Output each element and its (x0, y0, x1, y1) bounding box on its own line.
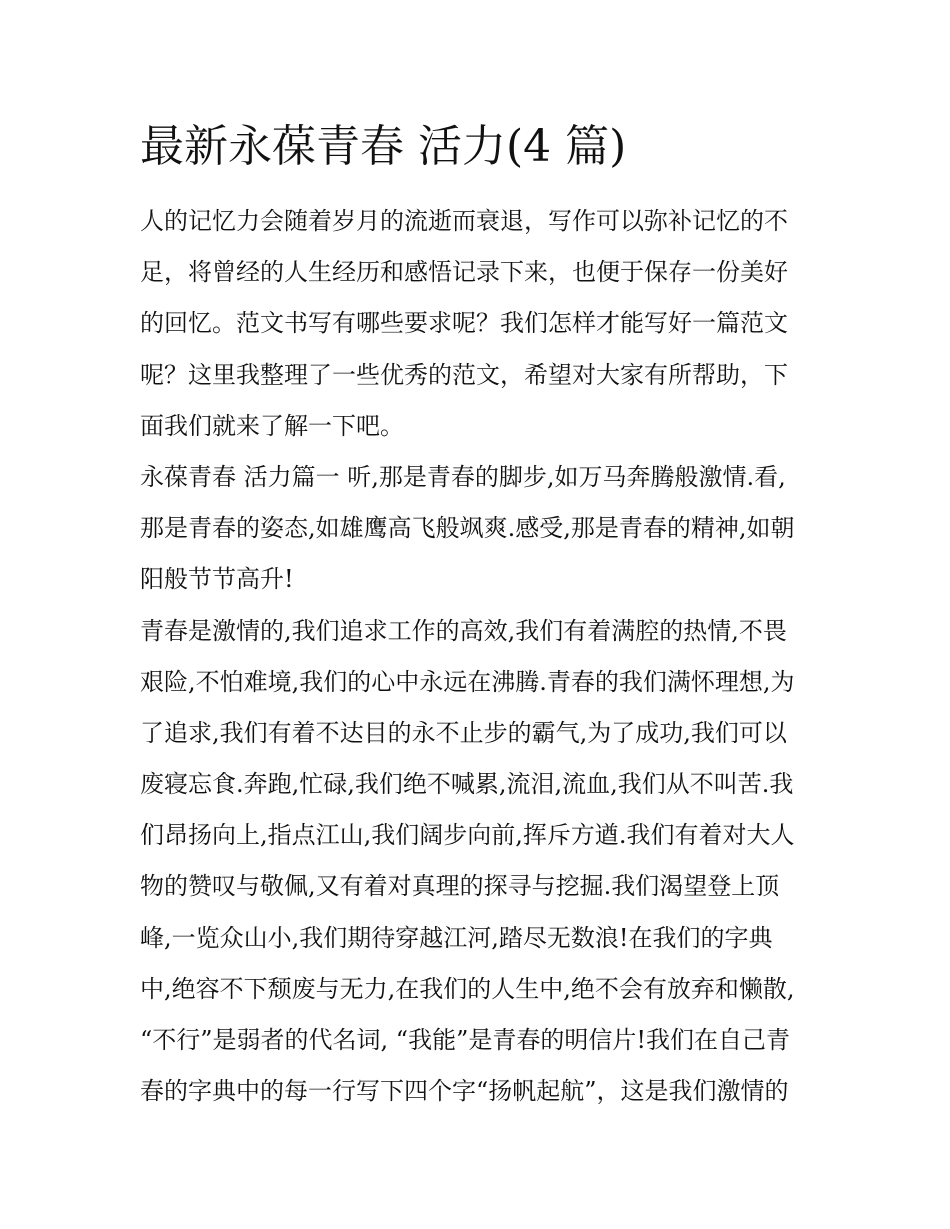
document-body (140, 196, 812, 1117)
text-line: 青春是激情的,我们追求工作的高效,我们有着满腔的热情,不畏 (140, 616, 787, 645)
text-line: “不行”是弱者的代名词, “我能”是青春的明信片!我们在自己青 (140, 1026, 790, 1054)
text-line: 艰险,不怕难境,我们的心中永远在沸腾.青春的我们满怀理想,为 (140, 667, 795, 696)
text-line: 了追求,我们有着不达目的永不止步的霸气,为了成功,我们可以 (140, 718, 787, 747)
text-line: 面我们就来了解一下吧。 (140, 411, 404, 440)
text-line: 永葆青春 活力篇一 听,那是青春的脚步,如万马奔腾般激情.看, (140, 462, 786, 491)
text-line: 春的字典中的每一行写下四个字“扬帆起航”，这是我们激情的 (140, 1077, 789, 1106)
text-line: 那是青春的姿态,如雄鹰高飞般飒爽.感受,那是青春的精神,如朝 (140, 514, 795, 543)
text-line: 人的记忆力会随着岁月的流逝而衰退，写作可以弥补记忆的不 (140, 207, 788, 235)
text-line: 中,绝容不下颓废与无力,在我们的人生中,绝不会有放弃和懒散, (140, 974, 795, 1003)
intro-paragraph (140, 196, 812, 452)
text-line: 阳般节节高升! (140, 565, 294, 594)
body-paragraph (140, 606, 812, 1118)
text-line: 呢？这里我整理了一些优秀的范文，希望对大家有所帮助，下 (140, 360, 788, 389)
section-one-paragraph (140, 452, 812, 606)
text-line: 废寝忘食.奔跑,忙碌,我们绝不喊累,流泪,流血,我们从不叫苦.我 (140, 770, 794, 799)
text-line: 足，将曾经的人生经历和感悟记录下来，也便于保存一份美好 (140, 258, 788, 287)
document-title: 最新永葆青春 活力(4 篇) (140, 121, 627, 172)
text-line: 峰,一览众山小,我们期待穿越江河,踏尽无数浪!在我们的字典 (140, 923, 773, 952)
text-line: 物的赞叹与敬佩,又有着对真理的探寻与挖掘.我们渴望登上顶 (140, 872, 780, 901)
text-line: 的回忆。范文书写有哪些要求呢？我们怎样才能写好一篇范文 (140, 309, 788, 338)
text-line: 们昂扬向上,指点江山,我们阔步向前,挥斥方遒.我们有着对大人 (140, 821, 795, 850)
